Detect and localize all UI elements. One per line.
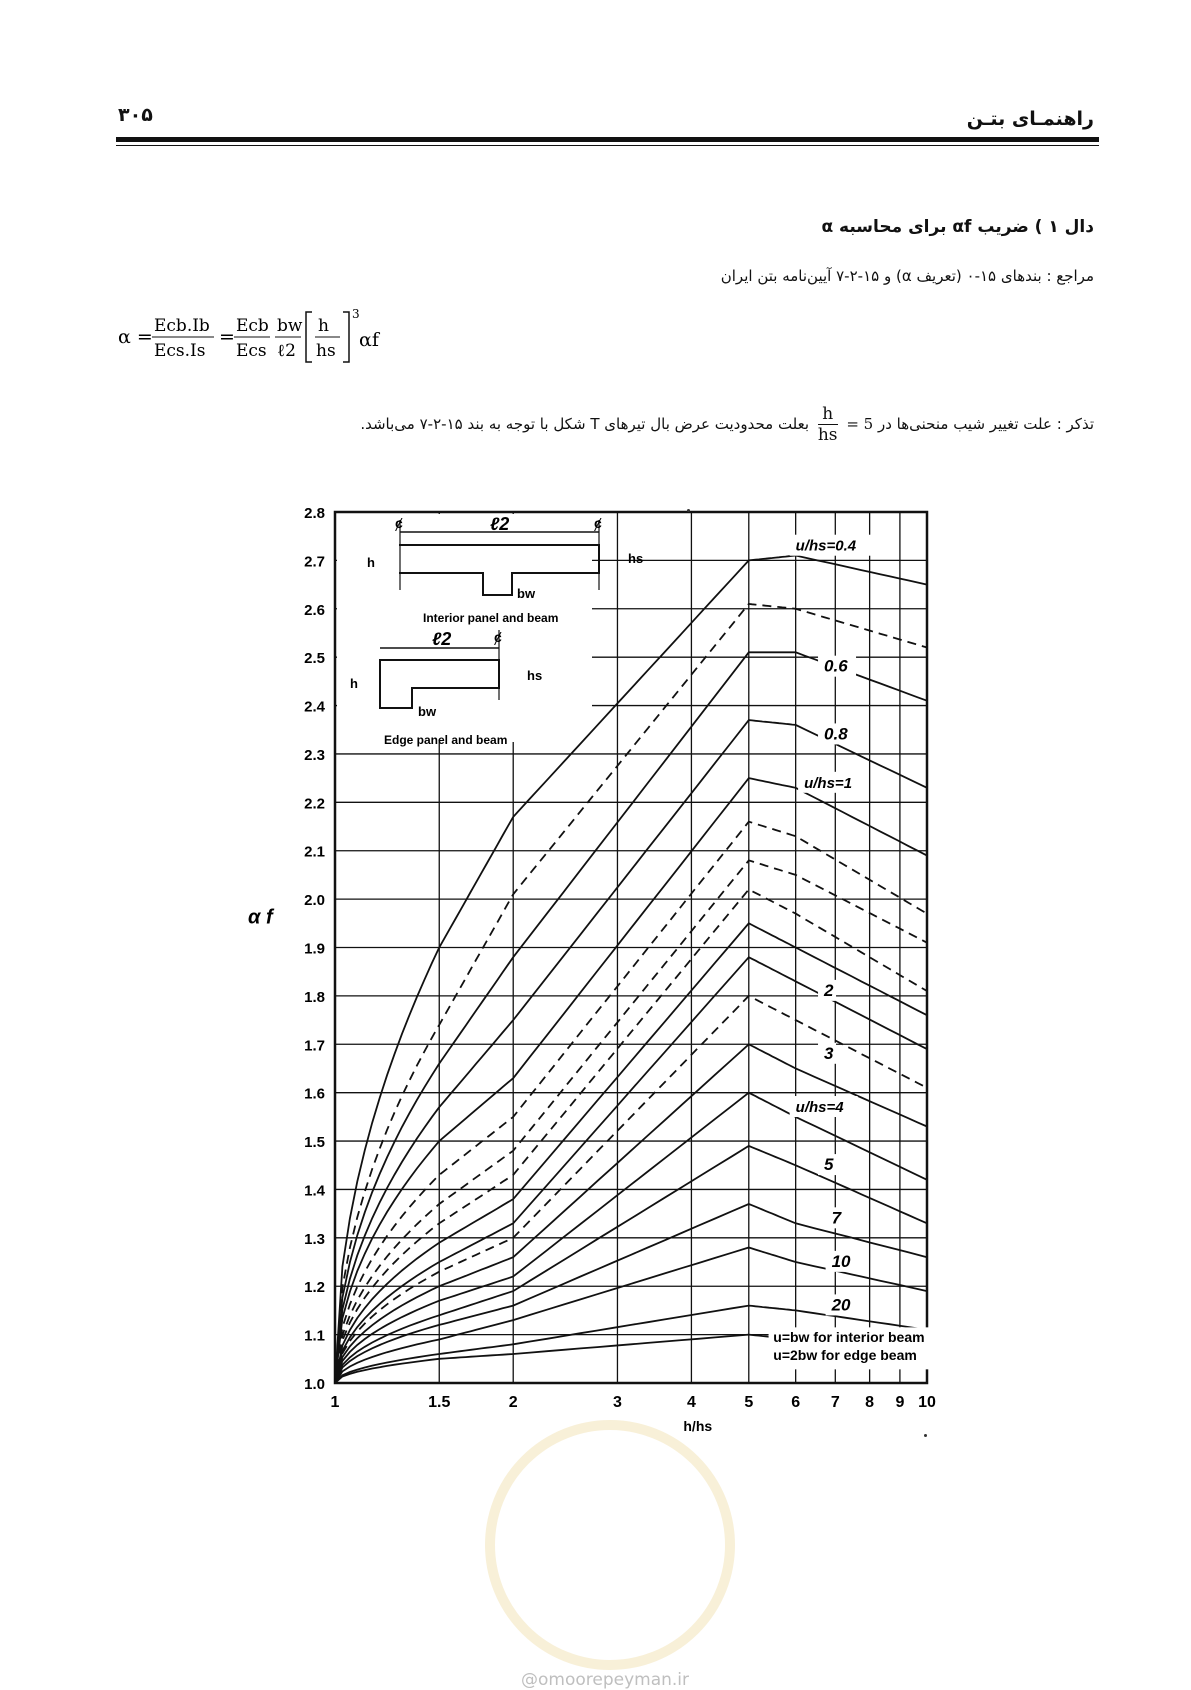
l2-label-edge: ℓ2 [432,629,452,649]
cl-label: ȼ [594,515,602,531]
curve-label: 20 [831,1295,851,1315]
y-tick-label: 2.8 [304,505,325,522]
x-tick-label: 8 [865,1394,875,1411]
formula-tail: αf [359,329,379,351]
x-tick-label: 3 [613,1394,622,1411]
hs-label-edge: hs [527,668,543,683]
x-tick-label: 10 [918,1394,936,1411]
curve-label: 7 [831,1208,842,1228]
cl-label-edge: ȼ [494,629,502,645]
y-tick-label: 1.4 [304,1182,325,1200]
formula-den1: Ecs.Is [154,341,206,361]
x-tick-label: 6 [791,1394,801,1411]
formula-den3: ℓ2 [277,341,296,361]
note-value: 5 = [846,415,874,433]
y-tick-label: 2.2 [304,795,325,813]
bw-label: bw [517,586,536,601]
interior-caption: Interior panel and beam [423,611,559,625]
y-tick-label: 2.6 [304,601,325,619]
formula-num2: Ecb [236,316,269,336]
speck [924,1434,927,1437]
y-tick-label: 2.7 [304,553,325,571]
y-axis-label: α f [248,906,273,929]
x-tick-label: 1 [330,1394,340,1411]
formula-exponent: 3 [352,307,360,321]
header-title: راهنمـای بتـن [966,108,1094,130]
x-tick-label: 2 [508,1394,518,1411]
legend-note: u=2bw for edge beam [773,1346,917,1363]
curve-label: 0.8 [824,724,848,744]
y-tick-label: 2.5 [304,650,325,668]
formula-num1: Ecb.Ib [154,316,210,336]
edge-caption: Edge panel and beam [384,733,508,747]
x-tick-label: 1.5 [428,1394,451,1411]
curve-label: 3 [824,1043,834,1063]
curve-label: 5 [824,1155,834,1175]
note-after: بعلت محدودیت عرض بال تیرهای T شکل با توجه به بند ۱۵-۲-۷ می‌باشد. [360,415,810,433]
x-axis-label: h/hs [683,1418,713,1434]
formula-den2: Ecs [236,341,267,361]
h-label-edge: h [350,676,358,691]
formula-eq: = [219,326,235,348]
l2-label: ℓ2 [490,514,510,534]
y-tick-label: 2.0 [304,892,325,910]
y-tick-label: 1.6 [304,1085,325,1103]
curve-label: 10 [831,1251,851,1271]
y-tick-label: 1.0 [304,1376,325,1393]
curve [335,957,927,1383]
y-tick-label: 2.4 [304,698,325,716]
section-title: دال ۱ ) ضریب αf برای محاسبه α [821,217,1094,237]
hs-label: hs [628,551,644,566]
legend-note: u=bw for interior beam [773,1328,925,1345]
y-tick-label: 2.1 [304,843,325,861]
formula-den4: hs [316,341,336,361]
note-ratio-num: h [818,404,838,425]
y-tick-label: 1.3 [304,1230,325,1248]
x-tick-label: 9 [895,1394,905,1411]
h-label: h [367,555,375,570]
bw-label-edge: bw [418,704,437,719]
y-tick-label: 1.9 [304,940,325,958]
formula-lhs: α = [118,326,153,348]
x-tick-label: 7 [830,1394,840,1411]
page-number: ۳۰۵ [118,104,153,126]
y-tick-label: 1.5 [304,1134,325,1152]
curve [335,652,927,1383]
y-tick-label: 1.2 [304,1279,325,1297]
y-tick-label: 1.7 [304,1037,325,1055]
note-ratio-den: hs [817,425,838,445]
cl-label: ȼ [395,515,403,531]
watermark-site: @omoorepeyman.ir [520,1670,690,1690]
references-line: مراجع : بندهای ۱۵-۰ (تعریف α) و ۱۵-۲-۷ آیین‌نامه بتن ایران [720,267,1094,285]
curve-label: u/hs=4 [795,1099,844,1117]
curve-label: u/hs=0.4 [795,537,857,555]
x-tick-label: 5 [744,1394,754,1411]
formula-num3: bw [277,316,303,336]
y-tick-label: 2.3 [304,746,325,764]
inset-box [337,514,592,742]
y-tick-label: 1.1 [304,1327,325,1345]
curve-label: 0.6 [824,656,848,676]
y-tick-label: 1.8 [304,988,325,1006]
formula-num4: h [318,316,329,336]
curve-label: u/hs=1 [804,774,853,792]
speck [687,509,690,512]
note-before: تذکر : علت تغییر شیب منحنی‌ها در [877,415,1094,433]
x-tick-label: 4 [686,1394,696,1411]
watermark-seal [485,1420,735,1670]
curve-label: 2 [824,980,834,1000]
